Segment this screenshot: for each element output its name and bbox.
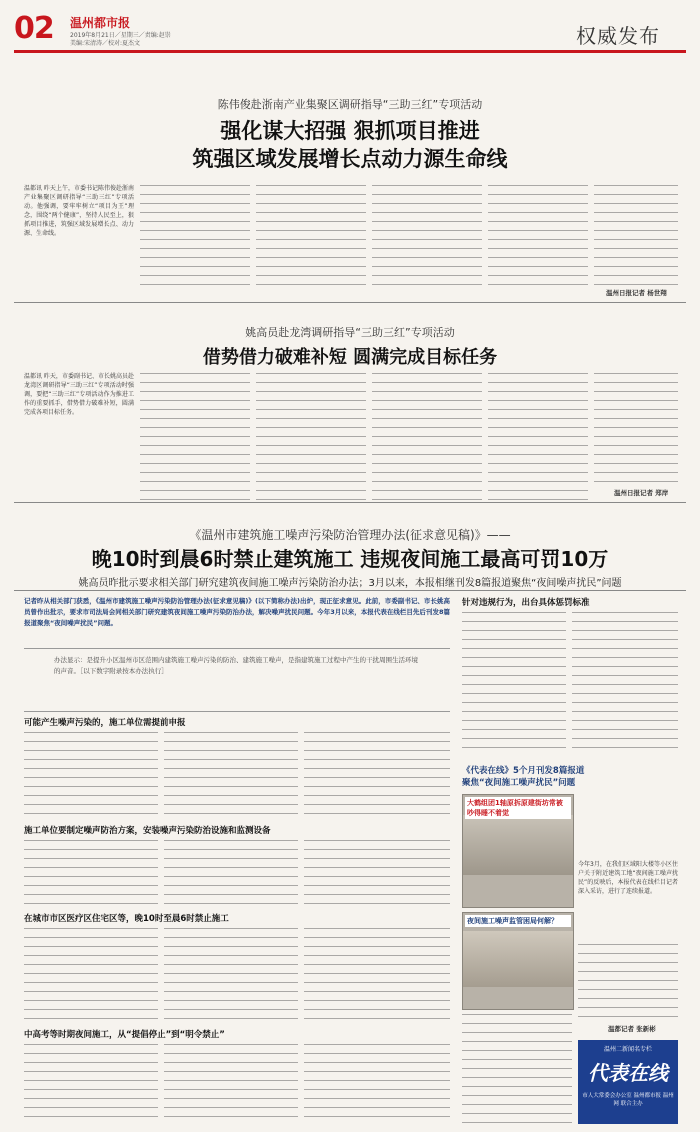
sidebar-title-1: 《代表在线》5个月刊发8篇报道 (462, 766, 585, 776)
subhead-1: 可能产生噪声污染的，施工单位需提前申报 (24, 718, 186, 728)
sub2-text-col1 (24, 840, 158, 904)
sidebar-lead: 今年3月，在我们区域阳大楼等小区住户关于附近建筑工地“夜间施工噪声扰民”的反映后，本报代表在线栏目记者深入采访，进行了连续报道。 (578, 861, 678, 895)
brand-top: 温州二新闻名专栏 (603, 1046, 652, 1053)
page-number: 02 (14, 11, 54, 46)
article3-lead: 记者昨从相关部门获悉，《温州市建筑施工噪声污染防治管理办法(征求意见稿)》(以下简称办法)出炉，现正征求意见。此前，市委副书记、市长姚高员曾作出批示，要求市司法局会同相关部门研究建筑夜间施工噪声污染防治办法，解决噪声扰民问题。今年3月以来，本报代表在线栏目先后刊发8篇报道聚焦“夜间噪声扰民”问题。 (24, 597, 450, 627)
sub2-text-col3 (304, 840, 450, 904)
article1-text-col2 (140, 185, 250, 293)
sidebar-text-col3 (462, 1014, 572, 1124)
photo-2-caption: 夜间施工噪声监管困局何解？ (465, 915, 571, 927)
article3-kicker: 《温州市建筑施工噪声污染防治管理办法(征求意见稿)》—— (189, 528, 511, 542)
article2-text-col2 (140, 373, 250, 503)
article1-headline-1: 强化谋大招强 狠抓项目推进 (220, 119, 480, 143)
divider-2 (14, 502, 686, 503)
sub3-text-col2 (164, 928, 298, 1020)
subhead-2: 施工单位要制定噪声防治方案，安装噪声污染防治设施和监测设备 (24, 826, 271, 836)
photo-1-caption: 大鹤组团1轴原拆原建街坊常被吵得睡不着觉 (465, 797, 571, 819)
sidebar-title-2: 聚焦“夜间施工噪声扰民”问题 (462, 778, 576, 788)
article2-headline: 借势借力破难补短 圆满完成目标任务 (202, 347, 498, 368)
sidebar-text-col2 (578, 944, 678, 1020)
right-text-col1 (462, 612, 566, 756)
article2-text-col6 (594, 373, 678, 485)
photo-1-image (463, 815, 573, 875)
news-photo-1 (462, 794, 574, 908)
article3-byline: 温都记者 张新彬 (608, 1025, 656, 1033)
newspaper-name: 温州都市报 (70, 16, 131, 30)
photo-2-image (463, 931, 573, 987)
sub4-text-col2 (164, 1044, 298, 1124)
sub1-text-col1 (24, 732, 158, 814)
article2-byline: 温州日报记者 郑岸 (614, 489, 669, 497)
sub4-text-col3 (304, 1044, 450, 1124)
article3-note: 办法显示：是提升小区温州市区范围内建筑施工噪声污染的防治、建筑施工噪声，是指建筑施工过程中产生的干扰周围生活环境的声音。［以下数字附录按本办法执行］ (54, 656, 418, 675)
sub1-text-col3 (304, 732, 450, 814)
sub3-text-col3 (304, 928, 450, 1020)
news-photo-2 (462, 912, 574, 1010)
sub3-text-col1 (24, 928, 158, 1020)
article2-text-col5 (488, 373, 588, 503)
divider-1 (14, 302, 686, 303)
sub2-text-col2 (164, 840, 298, 904)
brand-footer: 市人大常委会办公室 温州都市报 温州网 联合主办 (582, 1093, 674, 1107)
right-text-col2 (572, 612, 678, 756)
article1-byline: 温州日报记者 杨世翔 (606, 289, 667, 297)
article1-text-col6 (594, 185, 678, 285)
subhead-4: 中高考等时期夜间施工，从“提倡停止”到“明令禁止” (24, 1030, 225, 1040)
article1-text-col3 (256, 185, 366, 293)
editor-line: 美编:宋清涛／校对:夏杰文 (70, 40, 141, 47)
article2-text-col4 (372, 373, 482, 503)
article1-text-col4 (372, 185, 482, 293)
article1-lead: 温都讯 昨天上午，市委书记陈伟俊赴浙南产业集聚区调研指导“三助三红”专项活动。他强调，要牢牢树立“项目为王”理念，围绕“两个健康”，坚持人民至上，狠抓项目推进，筑强区域发展增长点、动力源、生命线。 (24, 185, 134, 237)
date-line: 2019年8月21日／星期三／责编:赵崇 (70, 32, 171, 39)
article1-headline-2: 筑强区域发展增长点动力源生命线 (192, 147, 508, 171)
subhead-3: 在城市市区医疗区住宅区等，晚10时至晨6时禁止施工 (24, 914, 229, 924)
sub4-text-col1 (24, 1044, 158, 1124)
article3-note-box (24, 648, 450, 712)
divider-3 (14, 590, 686, 591)
article2-text-col3 (256, 373, 366, 503)
article3-deck: 姚高员昨批示要求相关部门研究建筑夜间施工噪声污染防治办法；3月以来，本报相继刊发8篇报道聚焦“夜间噪声扰民”问题 (78, 578, 622, 589)
column-brand-box (578, 1040, 678, 1124)
section-title: 权威发布 (576, 24, 660, 48)
article2-lead: 温都讯 昨天，市委副书记、市长姚高员赴龙湾区调研指导“三助三红”专项活动时强调，要把“三助三红”专项活动作为推进工作的重要抓手，借势借力破难补短，圆满完成各项目标任务。 (24, 373, 134, 416)
article1-kicker: 陈伟俊赴浙南产业集聚区调研指导“三助三红”专项活动 (217, 98, 483, 111)
article3-headline: 晚10时到晨6时禁止建筑施工 违规夜间施工最高可罚10万 (91, 547, 609, 571)
sub1-text-col2 (164, 732, 298, 814)
brand-name: 代表在线 (588, 1061, 668, 1085)
article2-kicker: 姚高员赴龙湾调研指导“三助三红”专项活动 (245, 326, 455, 339)
article1-text-col5 (488, 185, 588, 293)
right-subhead: 针对违规行为，出台具体惩罚标准 (462, 598, 590, 608)
masthead-rule (14, 50, 686, 53)
